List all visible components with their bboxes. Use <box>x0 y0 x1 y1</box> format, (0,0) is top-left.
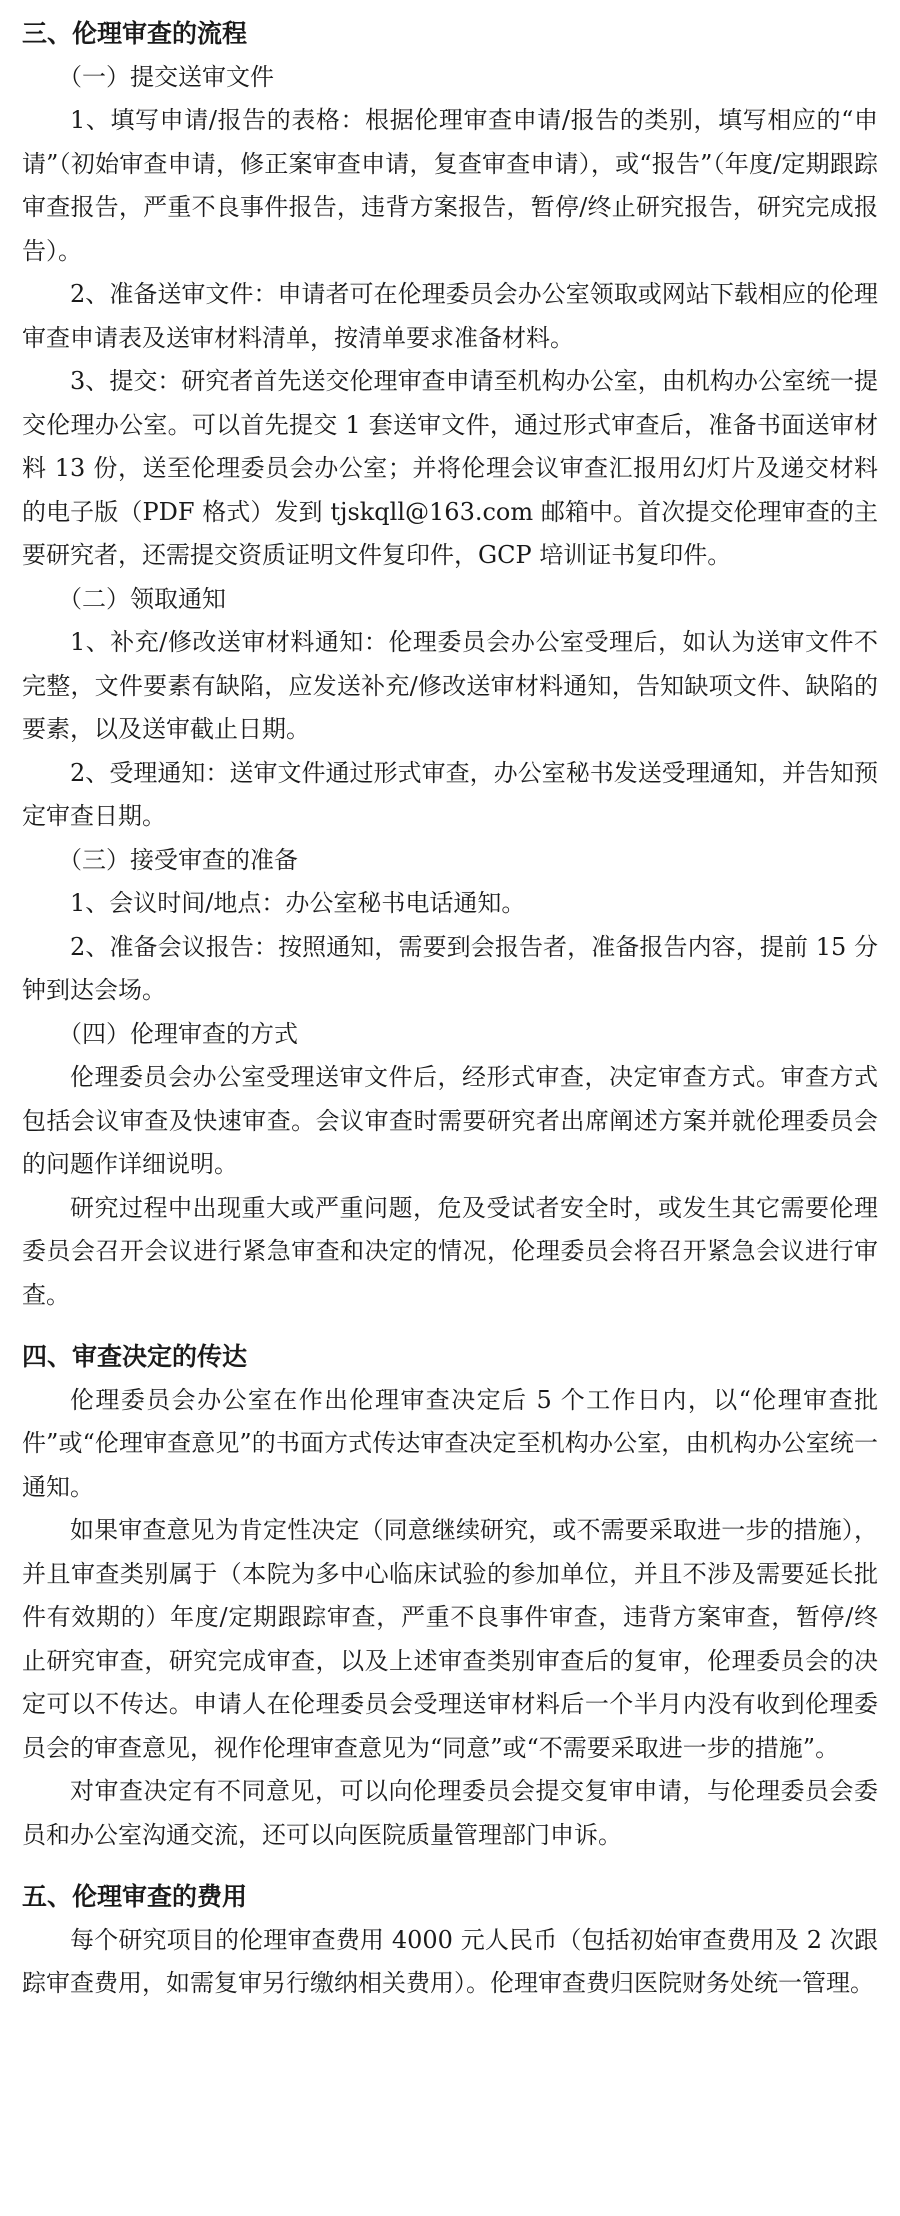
section-heading-decision-communication: 四、审查决定的传达 <box>22 1342 248 1371</box>
subsection-title-review-method: （四）伦理审查的方式 <box>58 1019 298 1048</box>
subsection-title-submit-documents: （一）提交送审文件 <box>58 62 274 91</box>
paragraph-acceptance-notice: 2、受理通知：送审文件通过形式审查，办公室秘书发送受理通知，并告知预定审查日期。 <box>22 758 878 830</box>
section-heading-review-fees: 五、伦理审查的费用 <box>22 1882 248 1911</box>
paragraph-fees: 每个研究项目的伦理审查费用 4000 元人民币（包括初始审查费用及 2 次跟踪审查费用，如需复审另行缴纳相关费用）。伦理审查费归医院财务处统一管理。 <box>22 1925 878 1997</box>
subsection-title-receive-notice: （二）领取通知 <box>58 584 226 613</box>
paragraph-supplement-notice: 1、补充/修改送审材料通知：伦理委员会办公室受理后，如认为送审文件不完整，文件要素有缺陷，应发送补充/修改送审材料通知，告知缺项文件、缺陷的要素，以及送审截止日期。 <box>22 628 878 743</box>
paragraph-fill-forms: 1、填写申请/报告的表格：根据伦理审查申请/报告的类别，填写相应的“申请”（初始审查申请，修正案审查申请，复查审查申请），或“报告”（年度/定期跟踪审查报告，严重不良事件报告，违背方案报告，暂停/终止研究报告，研究完成报告）。 <box>22 106 878 265</box>
paragraph-meeting-report: 2、准备会议报告：按照通知，需要到会报告者，准备报告内容，提前 15 分钟到达会场。 <box>22 932 878 1004</box>
paragraph-positive-decision: 如果审查意见为肯定性决定（同意继续研究，或不需要采取进一步的措施），并且审查类别属于（本院为多中心临床试验的参加单位，并且不涉及需要延长批件有效期的）年度/定期跟踪审查，严重不良事件审查，违背方案审查，暂停/终止研究审查，研究完成审查，以及上述审查类别审查后的复审，伦理委员会的决定可以不传达。申请人在伦理委员会受理送审材料后一个半月内没有收到伦理委员会的审查意见，视作伦理审查意见为“同意”或“不需要采取进一步的措施”。 <box>22 1516 878 1762</box>
section-heading-review-process: 三、伦理审查的流程 <box>22 19 248 48</box>
paragraph-submission: 3、提交：研究者首先送交伦理审查申请至机构办公室，由机构办公室统一提交伦理办公室。可以首先提交 1 套送审文件，通过形式审查后，准备书面送审材料 13 份，送至伦理委员会办公室；并将伦理会议审查汇报用幻灯片及递交材料的电子版（PDF 格式）发到 tjskqll@163.com 邮箱中。首次提交伦理审查的主要研究者，还需提交资质证明文件复印件，GCP 培训证书复印件。 <box>22 367 878 569</box>
paragraph-emergency-review: 研究过程中出现重大或严重问题，危及受试者安全时，或发生其它需要伦理委员会召开会议进行紧急审查和决定的情况，伦理委员会将召开紧急会议进行审查。 <box>22 1193 878 1309</box>
paragraph-appeal: 对审查决定有不同意见，可以向伦理委员会提交复审申请，与伦理委员会委员和办公室沟通交流，还可以向医院质量管理部门申诉。 <box>22 1777 878 1849</box>
subsection-title-review-preparation: （三）接受审查的准备 <box>58 845 298 874</box>
paragraph-decision-delivery: 伦理委员会办公室在作出伦理审查决定后 5 个工作日内，以“伦理审查批件”或“伦理审查意见”的书面方式传达审查决定至机构办公室，由机构办公室统一通知。 <box>22 1385 878 1501</box>
paragraph-review-method: 伦理委员会办公室受理送审文件后，经形式审查，决定审查方式。审查方式包括会议审查及快速审查。会议审查时需要研究者出席阐述方案并就伦理委员会的问题作详细说明。 <box>22 1063 878 1178</box>
paragraph-meeting-time: 1、会议时间/地点：办公室秘书电话通知。 <box>70 889 526 917</box>
paragraph-prepare-documents: 2、准备送审文件：申请者可在伦理委员会办公室领取或网站下载相应的伦理审查申请表及送审材料清单，按清单要求准备材料。 <box>22 280 878 352</box>
